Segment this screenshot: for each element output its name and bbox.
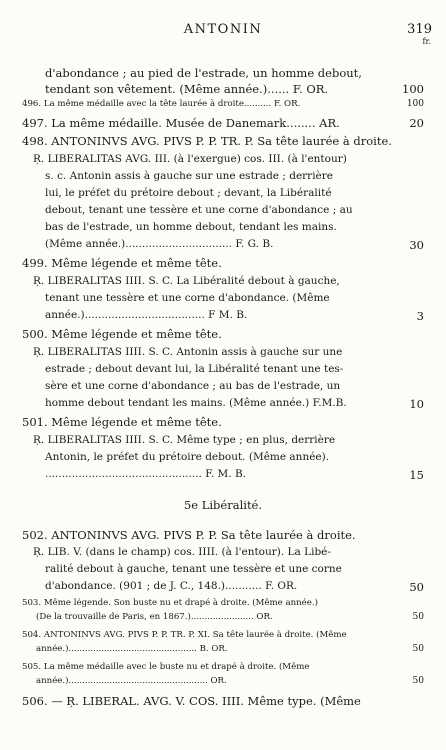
- catalogue-line-text: année.)............................................... B. OR.: [36, 644, 228, 654]
- price-value: 20: [409, 116, 424, 130]
- catalogue-line-text: Ŗ. LIBERALITAS IIII. S. C. Antonin assis à gauche sur une: [33, 346, 343, 358]
- catalogue-line-text: 499. Même légende et même tête.: [22, 256, 222, 270]
- catalogue-line-text: tenant une tessère et une corne d'abondance. (Même: [45, 292, 330, 304]
- catalogue-line-text: 501. Même légende et même tête.: [22, 415, 222, 429]
- catalogue-line-text: s. c. Antonin assis à gauche sur une estrade ; derrière: [45, 170, 333, 182]
- section-heading: [0, 498, 446, 512]
- price-value: 50: [412, 644, 424, 654]
- catalogue-line-text: 500. Même légende et même tête.: [22, 327, 222, 341]
- catalogue-line-text: 502. ANTONINVS AVG. PIVS P. P. Sa tête laurée à droite.: [22, 528, 356, 542]
- catalogue-line-text: 503. Même légende. Son buste nu et drapé à droite. (Même année.): [22, 598, 318, 608]
- running-head-title: ANTONIN: [183, 22, 263, 37]
- catalogue-line-text: bas de l'estrade, un homme debout, tendant les mains.: [45, 221, 337, 233]
- price-value: 100: [402, 82, 424, 96]
- catalogue-line-text: (Même année.)................................ F. G. B.: [45, 238, 274, 250]
- catalogue-line-text: d'abondance. (901 ; de J. C., 148.)........... F. OR.: [45, 580, 298, 592]
- catalogue-line-text: ralité debout à gauche, tenant une tessère et une corne: [45, 563, 342, 575]
- catalogue-line-text: année.).................................... F M. B.: [45, 309, 248, 321]
- catalogue-line-text: 498. ANTONINVS AVG. PIVS P. P. TR. P. Sa tête laurée à droite.: [22, 134, 392, 148]
- page-number: 319: [407, 22, 432, 37]
- price-value: 50: [409, 580, 424, 594]
- price-value: 50: [412, 676, 424, 686]
- price-value: 10: [409, 397, 424, 411]
- catalogue-line-text: Ŗ. LIB. V. (dans le champ) cos. IIII. (à l'entour). La Libé-: [33, 546, 331, 558]
- catalogue-line-text: Ŗ. LIBERALITAS AVG. III. (à l'exergue) cos. III. (à l'entour): [33, 153, 347, 165]
- catalogue-line-text: tendant son vêtement. (Même année.)...... F. OR.: [45, 82, 329, 96]
- catalogue-line-text: 505. La même médaille avec le buste nu et drapé à droite. (Même: [22, 662, 310, 672]
- catalogue-line-text: Antonin, le préfet du prétoire debout. (Même année).: [45, 451, 330, 463]
- catalogue-line-text: sère et une corne d'abondance ; au bas de l'estrade, un: [45, 380, 341, 392]
- price-value: 50: [412, 612, 424, 622]
- price-unit-label: fr.: [422, 37, 431, 46]
- catalogue-line-text: debout, tenant une tessère et une corne d'abondance ; au: [45, 204, 353, 216]
- catalogue-line-text: homme debout tendant les mains. (Même année.) F.M.B.: [45, 397, 347, 409]
- catalogue-line-text: d'abondance ; au pied de l'estrade, un homme debout,: [45, 66, 362, 80]
- catalogue-line-text: année.)................................................... OR.: [36, 676, 227, 686]
- price-value: 3: [416, 309, 424, 323]
- catalogue-line-text: Ŗ. LIBERALITAS IIII. S. C. Même type ; en plus, derrière: [33, 434, 336, 446]
- catalogue-line-text: 496. La même médaille avec la tête laurée à droite.......... F. OR.: [22, 99, 301, 109]
- catalogue-line-text: estrade ; debout devant lui, la Libéralité tenant une tes-: [45, 363, 344, 375]
- price-value: 30: [409, 238, 424, 252]
- catalogue-line-text: (De la trouvaille de Paris, en 1867.)....................... OR.: [36, 612, 273, 622]
- section-heading-text: 5e Libéralité.: [183, 498, 263, 512]
- catalogue-line-text: lui, le préfet du prétoire debout ; devant, la Libéralité: [45, 187, 332, 199]
- catalogue-line-text: 504. ANTONINVS AVG. PIVS P. P. TR. P. XI. Sa tête laurée à droite. (Même: [22, 630, 347, 640]
- catalogue-line-text: Ŗ. LIBERALITAS IIII. S. C. La Libéralité debout à gauche,: [33, 275, 340, 287]
- catalogue-line-text: ............................................... F. M. B.: [45, 468, 247, 480]
- catalogue-line-text: 497. La même médaille. Musée de Danemark........ AR.: [22, 116, 340, 130]
- price-value: 15: [409, 468, 424, 482]
- price-value: 100: [406, 99, 424, 109]
- catalogue-line-text: 506. — Ŗ. LIBERAL. AVG. V. COS. IIII. Même type. (Même: [22, 694, 361, 708]
